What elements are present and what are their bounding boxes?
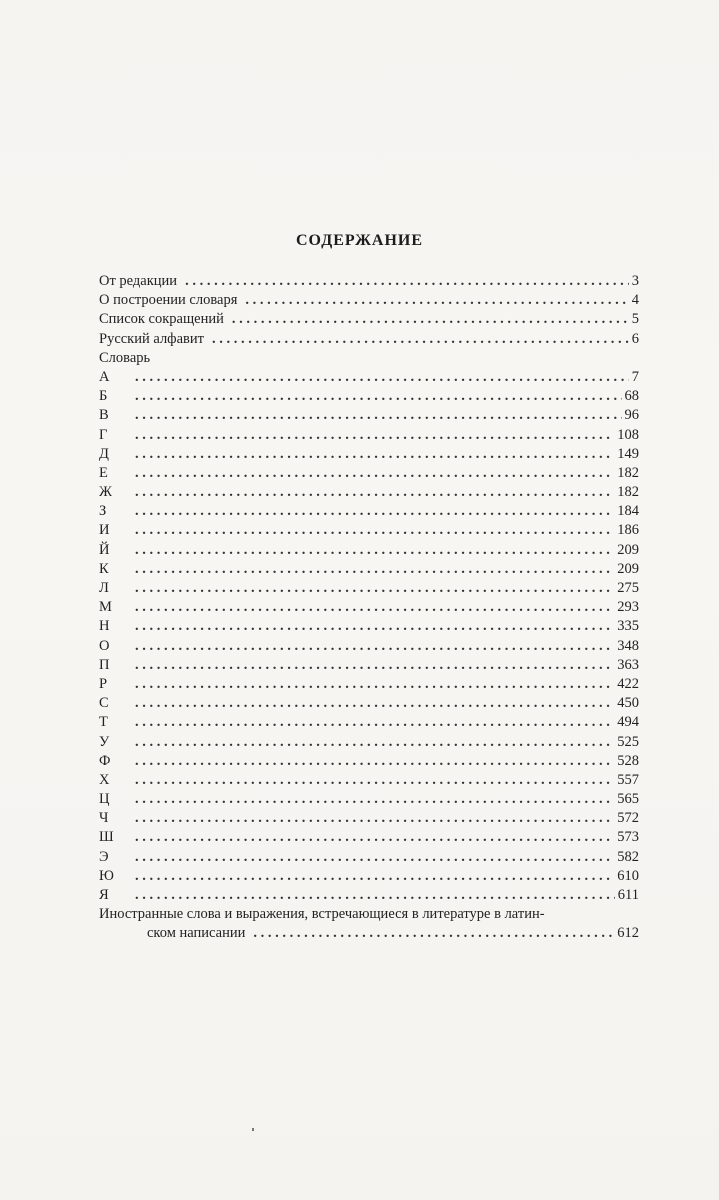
toc-letter-entry — [99, 406, 639, 425]
toc-entry-label-line2: ском написании — [147, 925, 246, 942]
letter-label: Б — [99, 388, 108, 405]
toc-letter-entry — [99, 560, 639, 579]
dot-leader — [135, 752, 614, 771]
letter-label: Ш — [99, 829, 114, 846]
letter-page: 528 — [617, 752, 639, 769]
letter-page: 422 — [617, 675, 639, 692]
dot-leader — [135, 464, 614, 483]
toc-entry-page: 612 — [617, 925, 639, 942]
toc-entry-page: 6 — [631, 330, 639, 347]
toc-letter-entry — [99, 886, 639, 905]
letter-page: 186 — [617, 522, 639, 539]
toc-letter-entry — [99, 579, 639, 598]
toc-letter-entry — [99, 771, 639, 790]
letter-entries — [99, 368, 639, 905]
toc-letter-entry — [99, 790, 639, 809]
toc-letter-entry — [99, 617, 639, 636]
letter-label: Ю — [99, 867, 114, 884]
dot-leader — [135, 426, 614, 445]
letter-label: Ц — [99, 791, 110, 808]
dot-leader — [135, 521, 614, 540]
letter-label: Е — [99, 464, 108, 481]
toc-letter-entry — [99, 694, 639, 713]
letter-page: 293 — [617, 599, 639, 616]
dot-leader — [135, 713, 614, 732]
letter-page: 209 — [617, 560, 639, 577]
toc-letter-entry — [99, 483, 639, 502]
letter-page: 572 — [617, 810, 639, 827]
dot-leader — [135, 445, 614, 464]
toc-letter-entry — [99, 541, 639, 560]
toc-letter-entry — [99, 828, 639, 847]
letter-page: 610 — [617, 867, 639, 884]
letter-page: 363 — [617, 656, 639, 673]
letter-label: Т — [99, 714, 108, 731]
letter-page: 275 — [617, 580, 639, 596]
dot-leader — [135, 733, 614, 752]
letter-label: Р — [99, 675, 108, 692]
letter-label: У — [99, 733, 110, 750]
dot-leader — [135, 368, 629, 387]
letter-label: Э — [99, 848, 109, 865]
letter-label: Ф — [99, 752, 111, 769]
letter-label: Ч — [99, 810, 109, 827]
toc-entry-page: 3 — [631, 273, 639, 289]
letter-page: 182 — [617, 484, 639, 501]
letter-page: 108 — [617, 426, 639, 443]
letter-page: 149 — [617, 445, 639, 462]
toc-letter-entry — [99, 387, 639, 406]
letter-label: С — [99, 695, 109, 712]
letter-label: М — [99, 599, 112, 616]
letter-label: Л — [99, 580, 109, 596]
toc-entry-label: Русский алфавит — [99, 330, 204, 347]
dot-leader — [135, 848, 614, 867]
toc-letter-entry — [99, 733, 639, 752]
letter-label: О — [99, 637, 110, 654]
dot-leader — [135, 483, 614, 502]
toc-letter-entry — [99, 675, 639, 694]
toc-entry-label: О построении словаря — [99, 292, 238, 309]
dot-leader — [135, 617, 614, 636]
dot-leader — [135, 560, 614, 579]
dot-leader — [212, 330, 629, 349]
toc-entry — [99, 330, 639, 349]
dot-leader — [135, 656, 614, 675]
toc-section-heading — [99, 349, 639, 368]
letter-page: 209 — [617, 541, 639, 558]
page-title: СОДЕРЖАНИЕ — [295, 232, 424, 249]
print-speck — [252, 1128, 254, 1131]
dot-leader — [185, 272, 629, 291]
letter-page: 68 — [624, 388, 639, 405]
letter-page: 335 — [617, 618, 639, 635]
toc-letter-entry — [99, 848, 639, 867]
letter-page: 96 — [624, 407, 639, 424]
dot-leader — [135, 675, 614, 694]
letter-page: 565 — [617, 791, 639, 808]
letter-label: К — [99, 560, 109, 577]
letter-label: Н — [99, 618, 110, 635]
dot-leader — [135, 828, 614, 847]
dot-leader — [135, 886, 615, 905]
letter-label: Г — [99, 426, 108, 443]
toc-letter-entry — [99, 867, 639, 886]
toc-letter-entry — [99, 637, 639, 656]
dot-leader — [135, 867, 614, 886]
letter-label: Х — [99, 771, 110, 788]
toc-letter-entry — [99, 464, 639, 483]
letter-page: 525 — [617, 733, 639, 750]
table-of-contents — [99, 272, 639, 944]
toc-letter-entry — [99, 656, 639, 675]
toc-entry-final — [99, 905, 639, 943]
letter-label: И — [99, 522, 110, 539]
dot-leader — [135, 387, 622, 406]
letter-page: 182 — [617, 464, 639, 481]
letter-label: Й — [99, 541, 110, 558]
letter-label: А — [99, 368, 110, 385]
letter-page: 611 — [617, 887, 639, 903]
letter-page: 557 — [617, 771, 639, 788]
toc-entry — [99, 310, 639, 329]
dot-leader — [135, 598, 614, 617]
toc-entry-label-line1: Иностранные слова и выражения, встречающиеся в литературе в латин- — [99, 906, 545, 923]
dot-leader — [135, 790, 614, 809]
letter-label: З — [99, 503, 107, 520]
letter-page: 582 — [617, 848, 639, 865]
letter-page: 494 — [617, 714, 639, 731]
letter-page: 573 — [617, 829, 639, 846]
dot-leader — [135, 406, 622, 425]
letter-label: Я — [99, 887, 109, 903]
toc-entry-label: Список сокращений — [99, 311, 224, 328]
dot-leader — [245, 291, 628, 310]
toc-entry-label: От редакции — [99, 273, 178, 289]
letter-label: Д — [99, 445, 109, 462]
dot-leader — [135, 541, 614, 560]
toc-letter-entry — [99, 809, 639, 828]
dot-leader — [135, 502, 614, 521]
letter-label: П — [99, 656, 110, 673]
letter-page: 348 — [617, 637, 639, 654]
toc-entry — [99, 272, 639, 291]
toc-entry — [99, 291, 639, 310]
toc-letter-entry — [99, 752, 639, 771]
letter-label: Ж — [99, 484, 112, 501]
toc-entry-page: 5 — [631, 311, 639, 328]
letter-page: 450 — [617, 695, 639, 712]
toc-letter-entry — [99, 368, 639, 387]
toc-entry-page: 4 — [631, 292, 639, 309]
toc-letter-entry — [99, 445, 639, 464]
toc-letter-entry — [99, 521, 639, 540]
toc-letter-entry — [99, 502, 639, 521]
letter-label: В — [99, 407, 109, 424]
toc-entry-line2 — [99, 924, 639, 943]
dot-leader — [232, 310, 629, 329]
dot-leader — [135, 809, 614, 828]
dot-leader — [135, 694, 614, 713]
toc-letter-entry — [99, 598, 639, 617]
toc-letter-entry — [99, 713, 639, 732]
dot-leader — [135, 637, 614, 656]
dot-leader — [253, 924, 614, 943]
toc-letter-entry — [99, 426, 639, 445]
letter-page: 184 — [617, 503, 639, 520]
dot-leader — [135, 771, 614, 790]
letter-page: 7 — [631, 368, 639, 385]
section-label: Словарь — [99, 349, 151, 366]
dot-leader — [135, 579, 614, 598]
